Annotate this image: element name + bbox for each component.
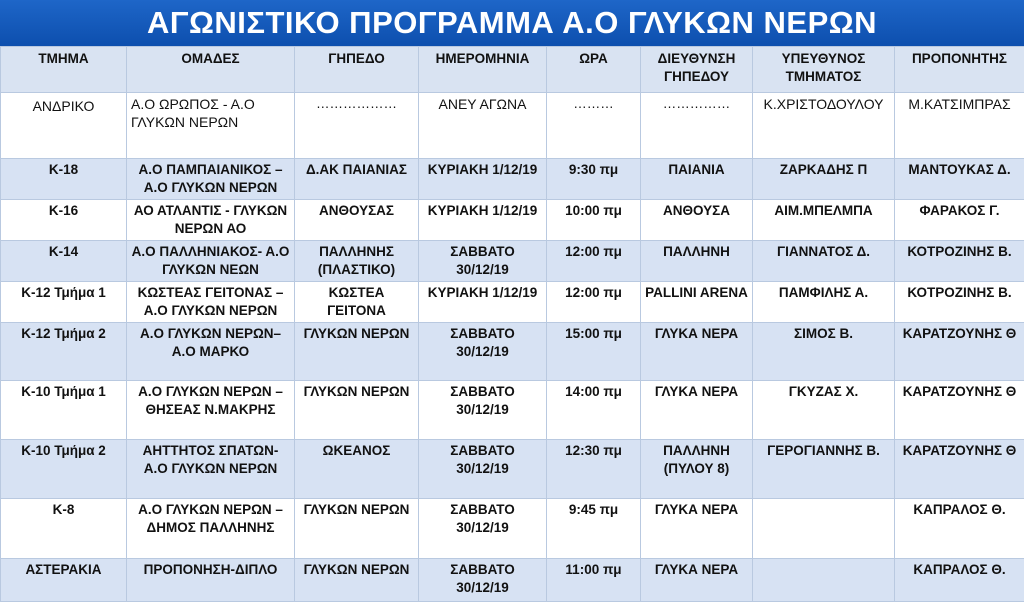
manager-cell	[753, 559, 895, 602]
manager-cell: ΓΚΥΖΑΣ Χ.	[753, 381, 895, 440]
teams-cell: Α.Ο ΠΑΜΠΑΙΑΝΙΚΟΣ – Α.Ο ΓΛΥΚΩΝ ΝΕΡΩΝ	[127, 159, 295, 200]
header-row	[1, 47, 1024, 93]
date-cell: ΣΑΒΒΑΤΟ 30/12/19	[419, 559, 547, 602]
col-header-date: ΗΜΕΡΟΜΗΝΙΑ	[419, 47, 547, 93]
date-cell: ΣΑΒΒΑΤΟ 30/12/19	[419, 241, 547, 282]
coach-cell: ΚΑΡΑΤΖΟΥΝΗΣ Θ	[895, 381, 1024, 440]
table-row	[1, 159, 1024, 200]
table-row	[1, 559, 1024, 602]
address-cell: ΓΛΥΚΑ ΝΕΡΑ	[641, 559, 753, 602]
coach-cell: ΚΟΤΡΟΖΙΝΗΣ Β.	[895, 282, 1024, 323]
manager-cell: ΖΑΡΚΑΔΗΣ Π	[753, 159, 895, 200]
coach-cell: Μ.ΚΑΤΣΙΜΠΡΑΣ	[895, 93, 1024, 159]
section-cell: ΑΣΤΕΡΑΚΙΑ	[1, 559, 127, 602]
date-cell: ΚΥΡΙΑΚΗ 1/12/19	[419, 200, 547, 241]
section-cell: Κ-12 Τμήμα 1	[1, 282, 127, 323]
address-cell: ΠΑΛΛΗΝΗ (ΠΥΛΟΥ 8)	[641, 440, 753, 499]
address-cell: PALLINI ARENA	[641, 282, 753, 323]
address-cell: ……………	[641, 93, 753, 159]
address-cell: ΠΑΛΛΗΝΗ	[641, 241, 753, 282]
schedule-table	[0, 46, 1024, 602]
field-cell: ΠΑΛΛΗΝΗΣ (ΠΛΑΣΤΙΚΟ)	[295, 241, 419, 282]
col-header-time: ΩΡΑ	[547, 47, 641, 93]
time-cell: 12:30 πμ	[547, 440, 641, 499]
coach-cell: ΜΑΝΤΟΥΚΑΣ Δ.	[895, 159, 1024, 200]
time-cell: 11:00 πμ	[547, 559, 641, 602]
teams-cell: Α.Ο ΩΡΩΠΟΣ - Α.Ο ΓΛΥΚΩΝ ΝΕΡΩΝ	[127, 93, 295, 159]
field-cell: Δ.ΑΚ ΠΑΙΑΝΙΑΣ	[295, 159, 419, 200]
date-cell: ΣΑΒΒΑΤΟ 30/12/19	[419, 323, 547, 381]
time-cell: ………	[547, 93, 641, 159]
section-cell: Κ-10 Τμήμα 2	[1, 440, 127, 499]
time-cell: 14:00 πμ	[547, 381, 641, 440]
coach-cell: ΚΑΡΑΤΖΟΥΝΗΣ Θ	[895, 323, 1024, 381]
teams-cell: Α.Ο ΓΛΥΚΩΝ ΝΕΡΩΝ – ΔΗΜΟΣ ΠΑΛΛΗΝΗΣ	[127, 499, 295, 559]
section-cell: Κ-14	[1, 241, 127, 282]
col-header-section: ΤΜΗΜΑ	[1, 47, 127, 93]
coach-cell: ΚΑΠΡΑΛΟΣ Θ.	[895, 499, 1024, 559]
coach-cell: ΚΟΤΡΟΖΙΝΗΣ Β.	[895, 241, 1024, 282]
coach-cell: ΚΑΠΡΑΛΟΣ Θ.	[895, 559, 1024, 602]
manager-cell: ΠΑΜΦΙΛΗΣ Α.	[753, 282, 895, 323]
date-cell: ΣΑΒΒΑΤΟ 30/12/19	[419, 499, 547, 559]
address-cell: ΓΛΥΚΑ ΝΕΡΑ	[641, 381, 753, 440]
date-cell: ΚΥΡΙΑΚΗ 1/12/19	[419, 282, 547, 323]
col-header-manager: ΥΠΕΥΘΥΝΟΣ ΤΜΗΜΑΤΟΣ	[753, 47, 895, 93]
time-cell: 10:00 πμ	[547, 200, 641, 241]
table-row	[1, 200, 1024, 241]
field-cell: ΓΛΥΚΩΝ ΝΕΡΩΝ	[295, 381, 419, 440]
table-row	[1, 282, 1024, 323]
date-cell: ΚΥΡΙΑΚΗ 1/12/19	[419, 159, 547, 200]
section-cell: Κ-18	[1, 159, 127, 200]
teams-cell: Α.Ο ΠΑΛΛΗΝΙΑΚΟΣ- Α.Ο ΓΛΥΚΩΝ ΝΕΩΝ	[127, 241, 295, 282]
teams-cell: ΚΩΣΤΕΑΣ ΓΕΙΤΟΝΑΣ – Α.Ο ΓΛΥΚΩΝ ΝΕΡΩΝ	[127, 282, 295, 323]
field-cell: ΓΛΥΚΩΝ ΝΕΡΩΝ	[295, 323, 419, 381]
date-cell: ΣΑΒΒΑΤΟ 30/12/19	[419, 440, 547, 499]
teams-cell: ΑΗΤΤΗΤΟΣ ΣΠΑΤΩΝ- Α.Ο ΓΛΥΚΩΝ ΝΕΡΩΝ	[127, 440, 295, 499]
manager-cell: ΓΙΑΝΝΑΤΟΣ Δ.	[753, 241, 895, 282]
coach-cell: ΦΑΡΑΚΟΣ Γ.	[895, 200, 1024, 241]
time-cell: 12:00 πμ	[547, 282, 641, 323]
time-cell: 9:30 πμ	[547, 159, 641, 200]
teams-cell: ΠΡΟΠΟΝΗΣΗ-ΔΙΠΛΟ	[127, 559, 295, 602]
table-row	[1, 241, 1024, 282]
field-cell: ………………	[295, 93, 419, 159]
address-cell: ΓΛΥΚΑ ΝΕΡΑ	[641, 499, 753, 559]
field-cell: ΚΩΣΤΕΑ ΓΕΙΤΟΝΑ	[295, 282, 419, 323]
field-cell: ΩΚΕΑΝΟΣ	[295, 440, 419, 499]
date-cell: ΑΝΕΥ ΑΓΩΝΑ	[419, 93, 547, 159]
section-cell: Κ-8	[1, 499, 127, 559]
coach-cell: ΚΑΡΑΤΖΟΥΝΗΣ Θ	[895, 440, 1024, 499]
table-row	[1, 381, 1024, 440]
address-cell: ΑΝΘΟΥΣΑ	[641, 200, 753, 241]
teams-cell: Α.Ο ΓΛΥΚΩΝ ΝΕΡΩΝ– Α.Ο ΜΑΡΚΟ	[127, 323, 295, 381]
field-cell: ΑΝΘΟΥΣΑΣ	[295, 200, 419, 241]
col-header-teams: ΟΜΑΔΕΣ	[127, 47, 295, 93]
date-cell: ΣΑΒΒΑΤΟ 30/12/19	[419, 381, 547, 440]
manager-cell: ΑΙΜ.ΜΠΕΛΜΠΑ	[753, 200, 895, 241]
table-row	[1, 499, 1024, 559]
col-header-address: ΔΙΕΥΘΥΝΣΗ ΓΗΠΕΔΟΥ	[641, 47, 753, 93]
section-cell: Κ-10 Τμήμα 1	[1, 381, 127, 440]
manager-cell: ΣΙΜΟΣ Β.	[753, 323, 895, 381]
table-row	[1, 93, 1024, 159]
col-header-field: ΓΗΠΕΔΟ	[295, 47, 419, 93]
address-cell: ΓΛΥΚΑ ΝΕΡΑ	[641, 323, 753, 381]
manager-cell: ΓΕΡΟΓΙΑΝΝΗΣ Β.	[753, 440, 895, 499]
schedule-title: ΑΓΩΝΙΣΤΙΚΟ ΠΡΟΓΡΑΜΜΑ Α.Ο ΓΛΥΚΩΝ ΝΕΡΩΝ	[0, 0, 1024, 46]
field-cell: ΓΛΥΚΩΝ ΝΕΡΩΝ	[295, 499, 419, 559]
time-cell: 9:45 πμ	[547, 499, 641, 559]
teams-cell: Α.Ο ΓΛΥΚΩΝ ΝΕΡΩΝ – ΘΗΣΕΑΣ Ν.ΜΑΚΡΗΣ	[127, 381, 295, 440]
table-row	[1, 323, 1024, 381]
address-cell: ΠΑΙΑΝΙΑ	[641, 159, 753, 200]
table-row	[1, 440, 1024, 499]
time-cell: 15:00 πμ	[547, 323, 641, 381]
time-cell: 12:00 πμ	[547, 241, 641, 282]
section-cell: ΑΝΔΡΙΚΟ	[1, 93, 127, 159]
field-cell: ΓΛΥΚΩΝ ΝΕΡΩΝ	[295, 559, 419, 602]
teams-cell: ΑΟ ΑΤΛΑΝΤΙΣ - ΓΛΥΚΩΝ ΝΕΡΩΝ ΑΟ	[127, 200, 295, 241]
manager-cell: Κ.ΧΡΙΣΤΟΔΟΥΛΟΥ	[753, 93, 895, 159]
col-header-coach: ΠΡΟΠΟΝΗΤΗΣ	[895, 47, 1024, 93]
section-cell: Κ-12 Τμήμα 2	[1, 323, 127, 381]
section-cell: Κ-16	[1, 200, 127, 241]
manager-cell	[753, 499, 895, 559]
